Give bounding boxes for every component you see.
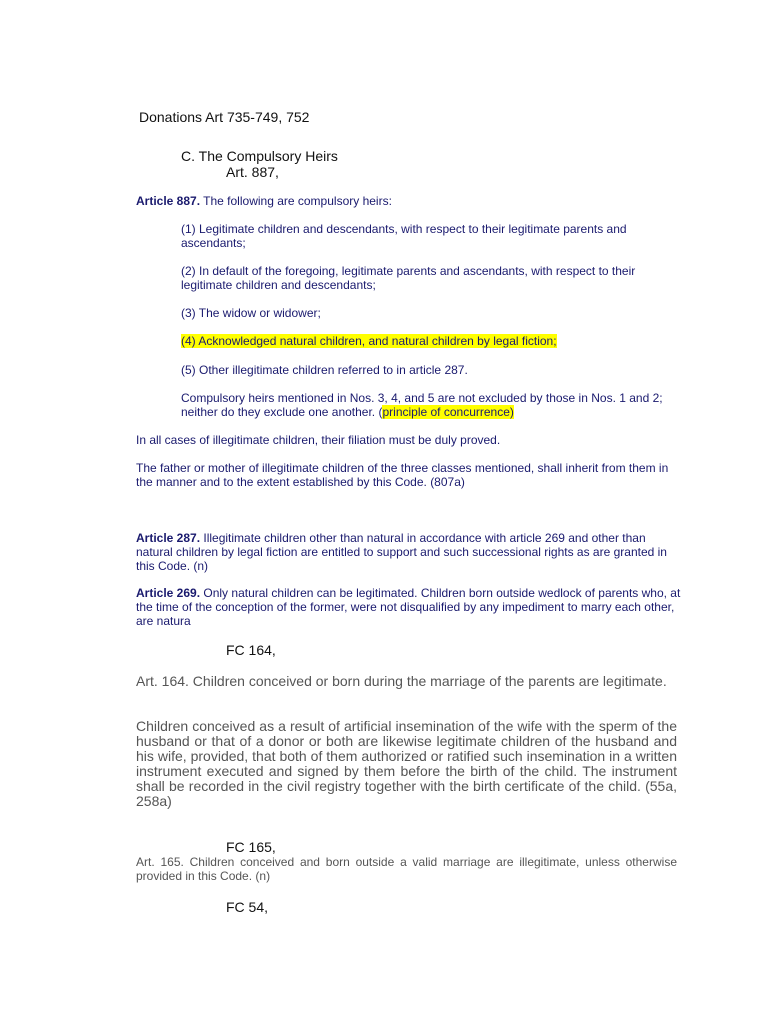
document-title: Donations Art 735-749, 752 [139, 109, 310, 125]
art-164-paragraph-2: Children conceived as a result of artificial insemination of the wife with the sperm of the husband or that of a donor or both are likewise legitimate children of the husband and his wife, provided, that both of them authorized or ratified such insemination in a written instrument executed and signed by them before the birth of the child. The instrument shall be recorded in the civil registry together with the birth certificate of the child. (55a, 258a) [136, 718, 677, 809]
fc-164-label: FC 164, [226, 642, 276, 658]
list-item-5: (5) Other illegitimate children referred to in article 287. [181, 363, 468, 377]
section-heading [181, 148, 338, 180]
list-item-4-highlighted: (4) Acknowledged natural children, and natural children by legal fiction; [181, 334, 557, 348]
article-287-text: Illegitimate children other than natural in accordance with article 269 and other than natural children by legal fiction are entitled to support and such successional rights as are granted in this Code. (n) [136, 531, 667, 573]
fc-54-label: FC 54, [226, 899, 269, 915]
art-164-paragraph-1: Art. 164. Children conceived or born during the marriage of the parents are legitimate. [136, 673, 667, 689]
list-item-2: (2) In default of the foregoing, legitimate parents and ascendants, with respect to their legitimate children and descendants; [181, 264, 636, 292]
inherit-paragraph: The father or mother of illegitimate children of the three classes mentioned, shall inherit from them in the manner and to the extent established by this Code. (807a) [136, 461, 669, 489]
article-269 [136, 586, 681, 628]
article-887 [136, 194, 681, 208]
list-item-3: (3) The widow or widower; [181, 306, 321, 320]
list-item-4 [181, 334, 681, 348]
concurrence-highlight: principle of concurrence) [382, 405, 514, 419]
list-item-1: (1) Legitimate children and descendants, with respect to their legitimate parents and ascendants; [181, 222, 627, 250]
article-287 [136, 531, 681, 573]
filiation-paragraph: In all cases of illegitimate children, their filiation must be duly proved. [136, 433, 501, 447]
article-269-text: Only natural children can be legitimated. Children born outside wedlock of parents who, at the time of the conception of the former, were not disqualified by any impediment to marry each other, are natura [136, 586, 681, 628]
section-heading-text: C. The Compulsory Heirs [181, 148, 338, 164]
article-887-label: Article 887. [136, 194, 201, 208]
concurrence-text: Compulsory heirs mentioned in Nos. 3, 4, and 5 are not excluded by those in Nos. 1 and 2; neither do they exclude one another. ( [181, 391, 663, 419]
section-heading-article: Art. 887, [226, 164, 279, 180]
article-287-label: Article 287. [136, 531, 201, 545]
fc-165-label: FC 165, [226, 839, 276, 855]
art-165-paragraph: Art. 165. Children conceived and born outside a valid marriage are illegitimate, unless otherwise provided in this Code. (n) [136, 855, 677, 883]
article-269-label: Article 269. [136, 586, 201, 600]
article-887-text: The following are compulsory heirs: [200, 194, 392, 208]
concurrence-paragraph [181, 391, 681, 419]
